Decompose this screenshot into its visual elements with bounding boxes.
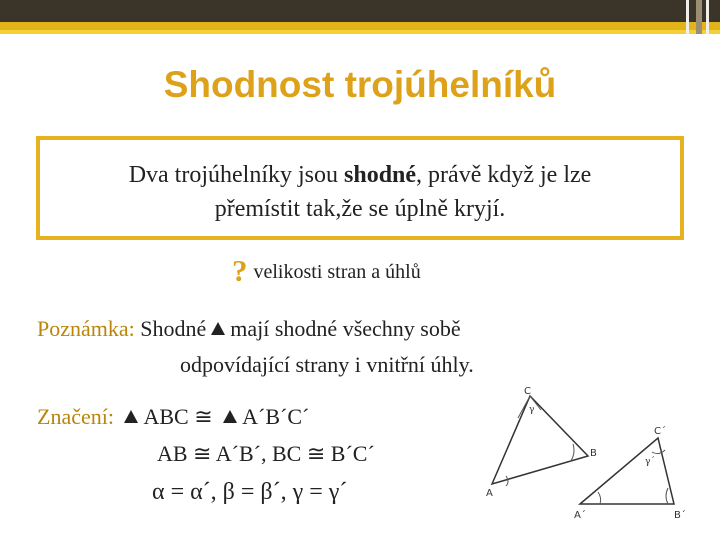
angle-label-gamma: γ <box>529 405 535 415</box>
notation-line-1 <box>37 404 309 430</box>
note-line-1 <box>37 316 461 342</box>
triangle-a2b2c2 <box>574 425 686 521</box>
slide-title: Shodnost trojúhelníků <box>163 64 557 105</box>
angle-arc <box>598 492 601 504</box>
definition-text-part: Dva trojúhelníky jsou <box>128 162 344 188</box>
vertex-label-b: B <box>590 448 597 459</box>
definition-box <box>36 136 684 240</box>
angle-label-gamma2: γ´ <box>645 457 655 467</box>
definition-line-1 <box>40 158 680 192</box>
angle-arc <box>666 488 668 504</box>
header-bar-bright <box>0 30 720 34</box>
angle-arc <box>506 476 508 486</box>
vertex-label-c: C <box>524 386 531 397</box>
vertex-label-a: A <box>486 488 493 499</box>
question-text: velikosti stran a úhlů <box>253 261 421 283</box>
note-text: mají shodné všechny sobě <box>230 316 461 341</box>
triangle-symbol-icon <box>124 410 138 423</box>
definition-text-part: , právě když je lze <box>416 162 592 188</box>
note-line-2: odpovídající strany i vnitřní úhly. <box>180 352 474 377</box>
header-stripe <box>706 0 709 34</box>
vertex-label-a2: A´ <box>574 510 586 521</box>
vertex-label-c2: C´ <box>654 426 666 437</box>
header-stripe <box>696 0 702 34</box>
header-bar-dark <box>0 0 720 22</box>
definition-text <box>40 158 680 226</box>
note-text: Shodné <box>140 316 207 341</box>
definition-keyword: shodné <box>344 162 417 188</box>
triangle-diagram <box>478 384 710 524</box>
notation-label: Značení: <box>37 404 114 429</box>
notation-line-3: α = α´, β = β´, γ = γ´ <box>152 479 348 505</box>
triangle-symbol-icon <box>223 410 237 423</box>
notation-text: A´B´C´ <box>242 404 310 429</box>
question-line <box>232 253 421 289</box>
triangle-abc <box>486 386 597 499</box>
definition-line-2: přemístit tak,že se úplně kryjí. <box>214 196 506 222</box>
header-stripe <box>686 0 689 34</box>
vertex-label-b2: B´ <box>674 510 686 521</box>
notation-line-2: AB ≅ A´B´, BC ≅ B´C´ <box>157 441 375 466</box>
triangle-symbol-icon <box>211 322 225 335</box>
angle-arc <box>652 450 665 454</box>
question-mark: ? <box>232 253 248 288</box>
notation-text: ABC ≅ <box>143 404 213 429</box>
note-label: Poznámka: <box>37 316 135 341</box>
angle-arc <box>570 444 574 462</box>
